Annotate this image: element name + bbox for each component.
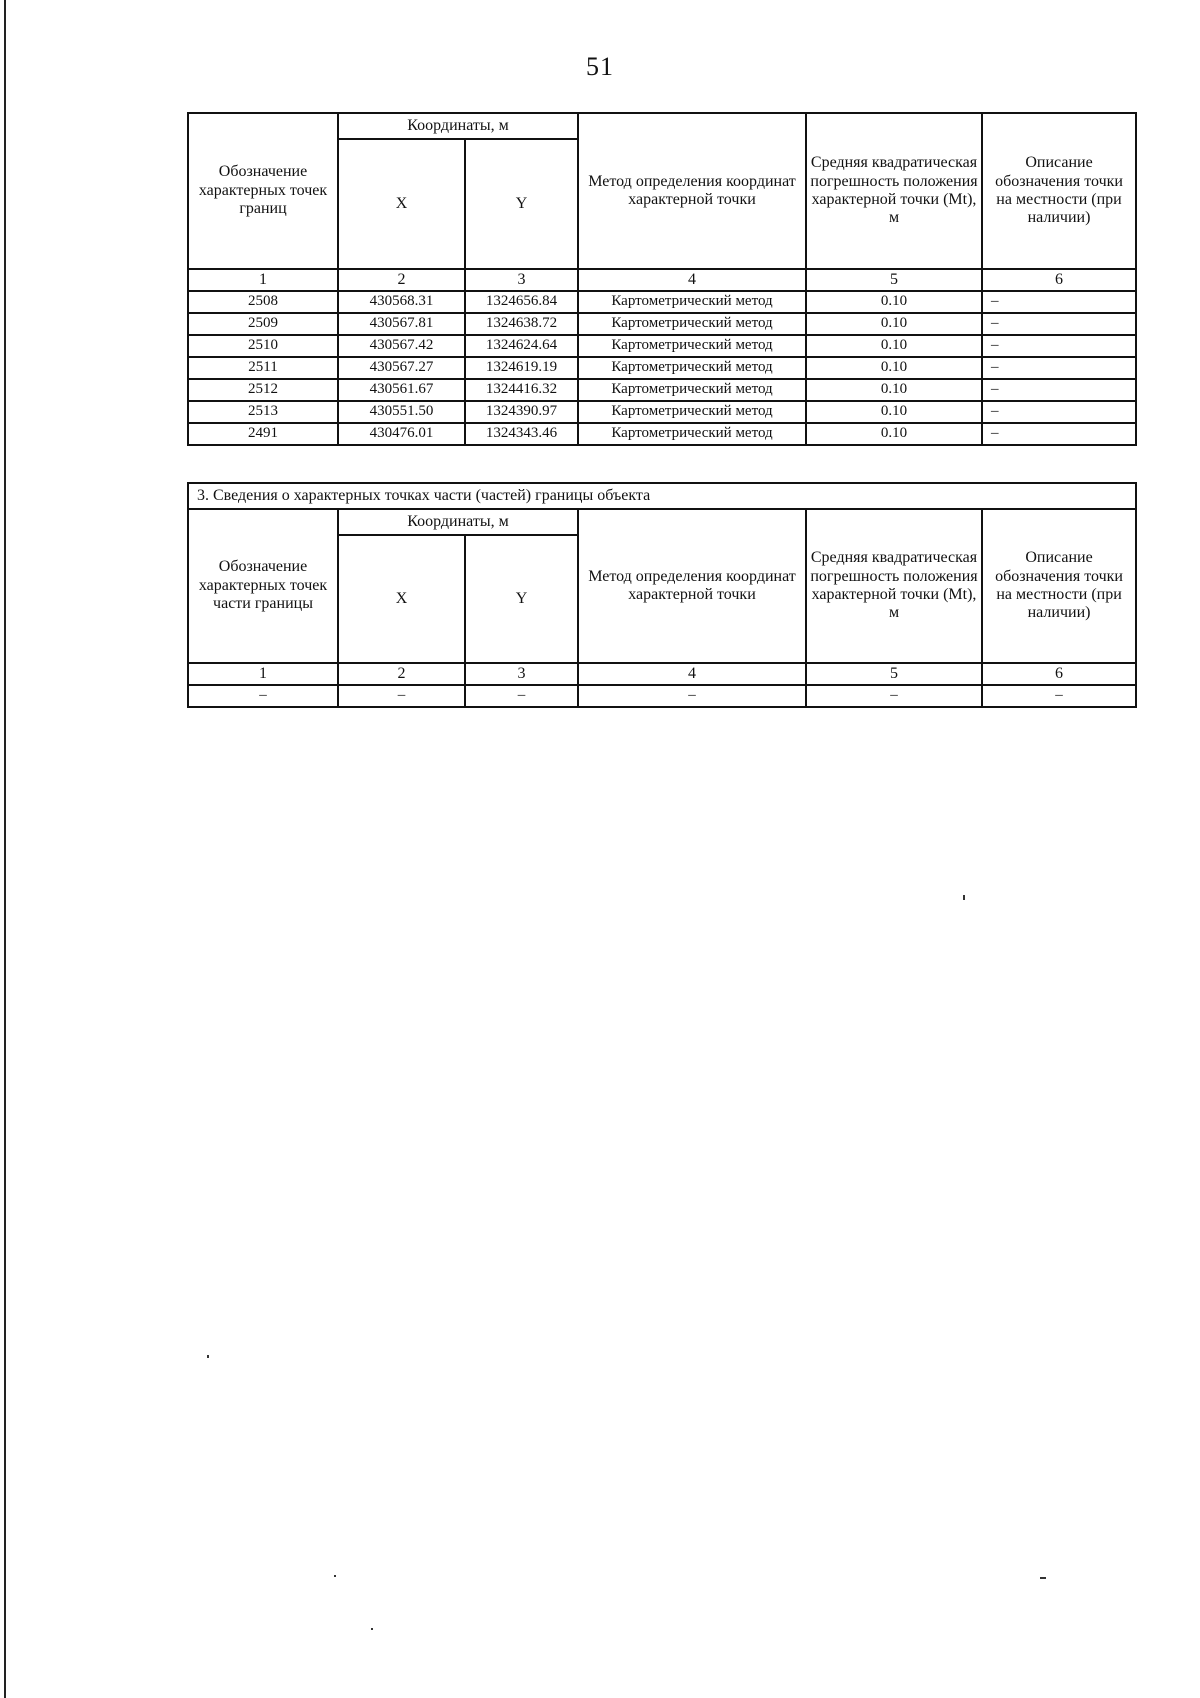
cell-x: 430476.01 (338, 423, 465, 445)
cell-description: – (982, 313, 1136, 335)
cell-point: 2509 (188, 313, 338, 335)
cell-description: – (982, 685, 1136, 707)
table-row (188, 357, 1136, 379)
column-number-row (188, 269, 1136, 291)
column-number: 1 (188, 269, 338, 291)
cell-x: 430551.50 (338, 401, 465, 423)
cell-point: 2513 (188, 401, 338, 423)
cell-point: – (188, 685, 338, 707)
page-number: 51 (586, 52, 614, 81)
header-method: Метод определения координат характерной точки (578, 509, 806, 663)
boundary-points-table (187, 112, 1137, 446)
header-mean-error: Средняя квадратическая погрешность положения характерной точки (Мt), м (806, 113, 982, 269)
column-number: 6 (982, 663, 1136, 685)
table-row (188, 401, 1136, 423)
table-row (188, 335, 1136, 357)
cell-description: – (982, 357, 1136, 379)
cell-method: Картометрический метод (578, 401, 806, 423)
header-y: Y (465, 535, 578, 663)
cell-description: – (982, 335, 1136, 357)
part-boundary-points-table (187, 482, 1137, 708)
column-number: 2 (338, 663, 465, 685)
column-number-row (188, 663, 1136, 685)
cell-error: 0.10 (806, 335, 982, 357)
cell-error: 0.10 (806, 313, 982, 335)
cell-y: 1324624.64 (465, 335, 578, 357)
cell-description: – (982, 379, 1136, 401)
table-header-row (188, 509, 1136, 535)
cell-description: – (982, 291, 1136, 313)
cell-y: 1324656.84 (465, 291, 578, 313)
cell-x: 430567.42 (338, 335, 465, 357)
scan-speck (207, 1355, 209, 1358)
cell-y: 1324416.32 (465, 379, 578, 401)
header-x: X (338, 139, 465, 269)
cell-description: – (982, 423, 1136, 445)
cell-error: 0.10 (806, 423, 982, 445)
scan-speck (963, 895, 965, 900)
cell-method: Картометрический метод (578, 335, 806, 357)
column-number: 1 (188, 663, 338, 685)
column-number: 3 (465, 663, 578, 685)
cell-x: – (338, 685, 465, 707)
table-row (188, 423, 1136, 445)
cell-method: Картометрический метод (578, 291, 806, 313)
header-description: Описание обозначения точки на местности (при наличии) (982, 509, 1136, 663)
cell-x: 430561.67 (338, 379, 465, 401)
cell-error: 0.10 (806, 357, 982, 379)
column-number: 5 (806, 269, 982, 291)
header-mean-error: Средняя квадратическая погрешность положения характерной точки (Мt), м (806, 509, 982, 663)
table-row (188, 685, 1136, 707)
column-number: 2 (338, 269, 465, 291)
cell-error: 0.10 (806, 401, 982, 423)
header-method: Метод определения координат характерной точки (578, 113, 806, 269)
cell-method: Картометрический метод (578, 313, 806, 335)
cell-error: – (806, 685, 982, 707)
cell-y: 1324390.97 (465, 401, 578, 423)
column-number: 3 (465, 269, 578, 291)
cell-description: – (982, 401, 1136, 423)
table-header-row (188, 113, 1136, 139)
cell-point: 2491 (188, 423, 338, 445)
header-y: Y (465, 139, 578, 269)
cell-error: 0.10 (806, 291, 982, 313)
cell-method: Картометрический метод (578, 423, 806, 445)
column-number: 4 (578, 269, 806, 291)
cell-y: – (465, 685, 578, 707)
header-coordinates: Координаты, м (338, 509, 578, 535)
header-coordinates: Координаты, м (338, 113, 578, 139)
scan-speck (371, 1628, 373, 1630)
cell-y: 1324638.72 (465, 313, 578, 335)
header-x: X (338, 535, 465, 663)
column-number: 4 (578, 663, 806, 685)
section-title: 3. Сведения о характерных точках части (частей) границы объекта (188, 483, 1136, 509)
header-point-designation: Обозначение характерных точек части границы (188, 509, 338, 663)
cell-x: 430568.31 (338, 291, 465, 313)
cell-x: 430567.27 (338, 357, 465, 379)
cell-point: 2511 (188, 357, 338, 379)
cell-x: 430567.81 (338, 313, 465, 335)
cell-point: 2508 (188, 291, 338, 313)
header-description: Описание обозначения точки на местности (при наличии) (982, 113, 1136, 269)
cell-point: 2512 (188, 379, 338, 401)
column-number: 6 (982, 269, 1136, 291)
cell-method: – (578, 685, 806, 707)
table-row (188, 379, 1136, 401)
cell-y: 1324343.46 (465, 423, 578, 445)
cell-method: Картометрический метод (578, 379, 806, 401)
table-row (188, 313, 1136, 335)
column-number: 5 (806, 663, 982, 685)
cell-point: 2510 (188, 335, 338, 357)
cell-error: 0.10 (806, 379, 982, 401)
table-row (188, 291, 1136, 313)
page-edge-line (4, 0, 6, 1698)
header-point-designation: Обозначение характерных точек границ (188, 113, 338, 269)
cell-y: 1324619.19 (465, 357, 578, 379)
table-caption-row (188, 483, 1136, 509)
scan-speck (1040, 1577, 1046, 1579)
cell-method: Картометрический метод (578, 357, 806, 379)
scan-speck (334, 1575, 336, 1577)
